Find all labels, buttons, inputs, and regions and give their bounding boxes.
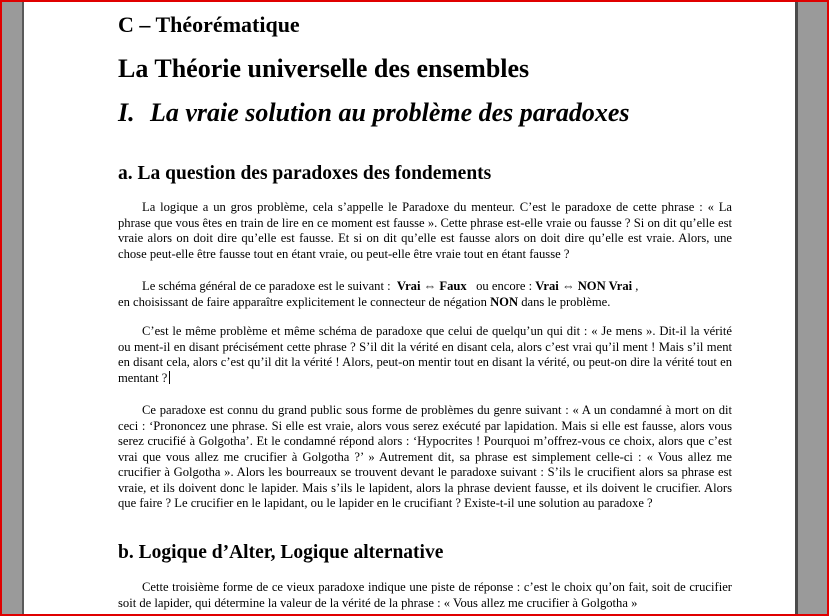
paragraph-3-text: C’est le même problème et même schéma de paradoxe que celui de quelqu’un qui dit : « Je mens ». Dit-il la vérité ou ment-il en disant précisément cette phrase ? S’il dit la vérité en disant cela, alors c’est vrai qu’il ment ! Mais s’il ment en disant cela, alors c’est qu’il dit la vérité ! Alors, peut-on mentir tout en disant la vérité, ou peut-on dire la vérité tout en mentant ? xyxy=(118,324,732,385)
paragraph-5[interactable] xyxy=(118,580,732,611)
document-title: La Théorie universelle des ensembles xyxy=(118,54,530,83)
equivalence-arrow-1: ⇔ xyxy=(423,279,437,293)
subsection-a-heading: a. La question des paradoxes des fondements xyxy=(118,163,492,184)
paragraph-4-text: Ce paradoxe est connu du grand public sous forme de problèmes du genre suivant : « A un condamné à mort on dit ceci : ‘Prononcez une phrase. Si elle est vraie, alors vous serez exécuté par lapidation. Mais si elle est fausse, alors vous serez crucifié à Golgotha’. Et le condamné répond alors : ‘Hypocrites ! Pourquoi m’offrez-vous ce choix, alors que c’est vrai que vous allez me crucifier à Golgotha ?’ » Autrement dit, sa phrase est simplement celle-ci : « Vous allez me crucifier à Golgotha ». Alors les bourreaux se trouvent devant le paradoxe suivant : S’ils le crucifient alors sa phrase est vraie, et ils doivent donc le lapider. Mais s’ils le lapident, alors la phrase devient fausse, et ils doivent le crucifier. Alors que faire ? Le crucifier en le lapidant, ou le lapider en le crucifiant ? Existe-t-il une solution au paradoxe ? xyxy=(118,403,732,510)
paragraph-2-comma: , xyxy=(635,279,639,293)
part-heading xyxy=(118,98,630,128)
right-gutter xyxy=(798,2,827,614)
paragraph-2-line2a: en choisissant de faire apparaître explicitement le connecteur de négation xyxy=(118,294,487,309)
part-number: I. xyxy=(118,98,135,127)
paragraph-2-line2b: dans le problème. xyxy=(521,294,611,309)
formula-vrai-1: Vrai xyxy=(396,279,421,293)
paragraph-2-mid: ou encore : xyxy=(476,279,533,293)
equivalence-arrow-2: ⇔ xyxy=(561,279,575,293)
paragraph-4[interactable] xyxy=(118,403,732,512)
document-page[interactable] xyxy=(24,2,795,614)
paragraph-2[interactable] xyxy=(118,279,732,310)
text-cursor xyxy=(169,371,170,384)
part-title: La vraie solution au problème des paradoxes xyxy=(150,98,630,127)
paragraph-3[interactable] xyxy=(118,324,732,386)
section-heading: C – Théorématique xyxy=(118,12,300,37)
right-page-edge xyxy=(795,2,798,614)
left-gutter xyxy=(2,2,22,614)
paragraph-1-text: La logique a un gros problème, cela s’appelle le Paradoxe du menteur. C’est le paradoxe de cette phrase : « La phrase que vous êtes en train de lire en ce moment est fausse ». Cette phrase est-elle vraie ou fausse ? Si on dit qu’elle est vraie alors on doit dire qu’elle est fausse. Et si on dit qu’elle est fausse alors on doit dire qu’elle est vraie. Alors, une chose peut-elle être fausse tout en étant vraie, ou peut-elle être vraie tout en étant fausse ? xyxy=(118,200,732,261)
negation-connector: NON xyxy=(490,294,519,309)
formula-vrai-2: Vrai xyxy=(535,279,559,293)
formula-faux: Faux xyxy=(439,279,467,293)
subsection-b-heading: b. Logique d’Alter, Logique alternative xyxy=(118,542,444,563)
paragraph-1[interactable] xyxy=(118,200,732,262)
formula-non-vrai: NON Vrai xyxy=(577,279,633,293)
paragraph-2-lead: Le schéma général de ce paradoxe est le suivant : xyxy=(142,279,391,293)
paragraph-5-text: Cette troisième forme de ce vieux paradoxe indique une piste de réponse : c’est le choix qu’on fait, soit de crucifier soit de lapider, qui détermine la valeur de la vérité de la phrase : « Vous allez me crucifier à Golgotha » xyxy=(118,580,732,610)
